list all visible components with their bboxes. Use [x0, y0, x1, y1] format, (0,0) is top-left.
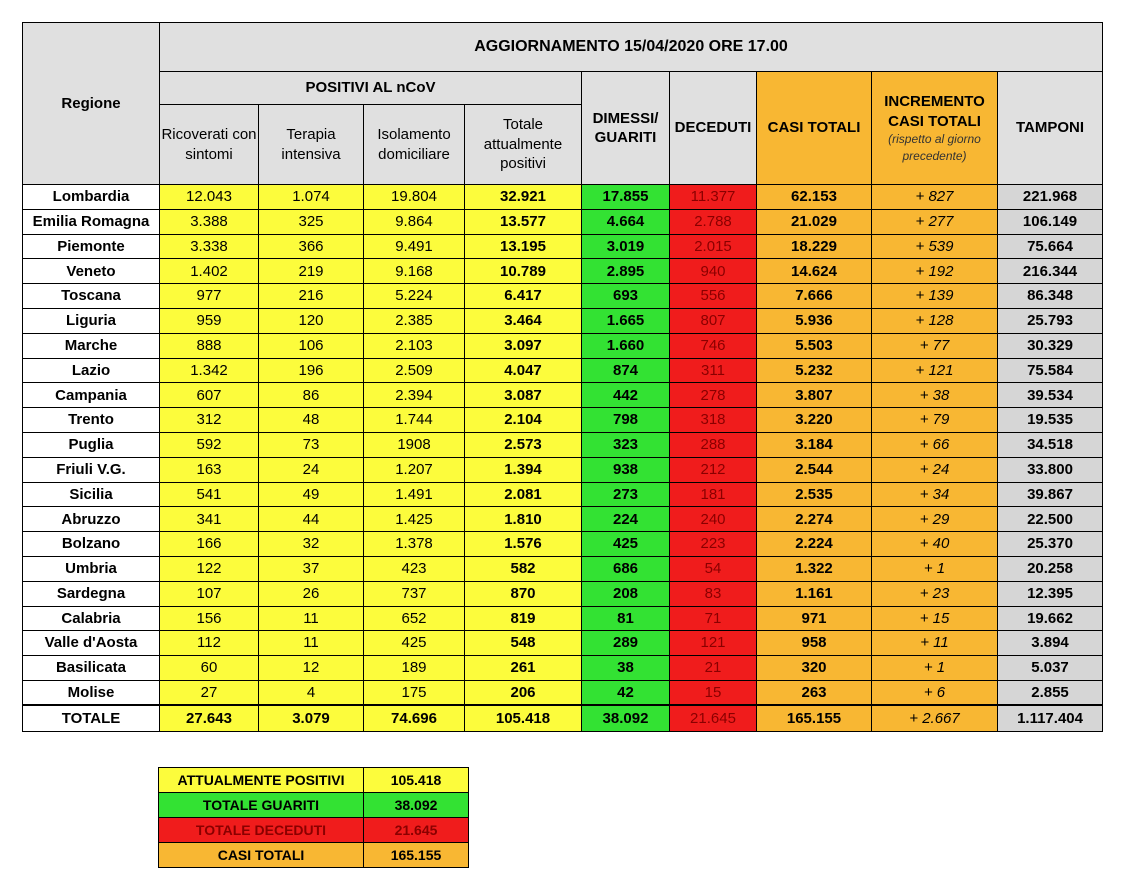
ricoverati-cell: 112 — [160, 631, 259, 656]
total-ricoverati-cell: 27.643 — [160, 705, 259, 731]
total-terapia-cell: 3.079 — [259, 705, 364, 731]
summary-label: TOTALE DECEDUTI — [159, 818, 364, 843]
incremento-cell: + 38 — [872, 383, 998, 408]
header-regione: Regione — [23, 23, 160, 185]
ricoverati-cell: 156 — [160, 606, 259, 631]
totale-positivi-cell: 1.810 — [465, 507, 582, 532]
table-row — [23, 507, 1103, 532]
totale-positivi-cell: 870 — [465, 581, 582, 606]
guariti-cell: 81 — [582, 606, 670, 631]
totale-positivi-cell: 206 — [465, 680, 582, 705]
casi-totali-cell: 2.544 — [757, 457, 872, 482]
guariti-cell: 224 — [582, 507, 670, 532]
guariti-cell: 938 — [582, 457, 670, 482]
isolamento-cell: 9.491 — [364, 234, 465, 259]
total-isolamento-cell: 74.696 — [364, 705, 465, 731]
tamponi-cell: 33.800 — [998, 457, 1103, 482]
ricoverati-cell: 541 — [160, 482, 259, 507]
casi-totali-cell: 3.220 — [757, 408, 872, 433]
deceduti-cell: 223 — [670, 532, 757, 557]
summary-value: 21.645 — [364, 818, 469, 843]
deceduti-cell: 83 — [670, 581, 757, 606]
totale-positivi-cell: 2.081 — [465, 482, 582, 507]
incremento-cell: + 11 — [872, 631, 998, 656]
casi-totali-cell: 958 — [757, 631, 872, 656]
casi-totali-cell: 5.232 — [757, 358, 872, 383]
casi-totali-cell: 263 — [757, 680, 872, 705]
tamponi-cell: 39.534 — [998, 383, 1103, 408]
header-ricoverati: Ricoverati con sintomi — [160, 105, 259, 185]
ricoverati-cell: 166 — [160, 532, 259, 557]
totale-positivi-cell: 1.576 — [465, 532, 582, 557]
casi-totali-cell: 7.666 — [757, 284, 872, 309]
regione-cell: Abruzzo — [23, 507, 160, 532]
totale-positivi-cell: 2.104 — [465, 408, 582, 433]
deceduti-cell: 940 — [670, 259, 757, 284]
casi-totali-cell: 2.274 — [757, 507, 872, 532]
terapia-cell: 11 — [259, 606, 364, 631]
totale-positivi-cell: 3.464 — [465, 308, 582, 333]
total-casi-totali-cell: 165.155 — [757, 705, 872, 731]
tamponi-cell: 34.518 — [998, 432, 1103, 457]
header-totale-positivi: Totale attualmente positivi — [465, 105, 582, 185]
terapia-cell: 86 — [259, 383, 364, 408]
tamponi-cell: 20.258 — [998, 556, 1103, 581]
terapia-cell: 216 — [259, 284, 364, 309]
isolamento-cell: 2.509 — [364, 358, 465, 383]
summary-label: CASI TOTALI — [159, 843, 364, 868]
tamponi-cell: 19.535 — [998, 408, 1103, 433]
regione-cell: Toscana — [23, 284, 160, 309]
header-incremento-label: INCREMENTO CASI TOTALI — [884, 93, 985, 130]
header-deceduti: DECEDUTI — [670, 72, 757, 185]
tamponi-cell: 30.329 — [998, 333, 1103, 358]
incremento-cell: + 139 — [872, 284, 998, 309]
deceduti-cell: 278 — [670, 383, 757, 408]
terapia-cell: 1.074 — [259, 185, 364, 210]
tamponi-cell: 216.344 — [998, 259, 1103, 284]
deceduti-cell: 181 — [670, 482, 757, 507]
isolamento-cell: 652 — [364, 606, 465, 631]
terapia-cell: 37 — [259, 556, 364, 581]
terapia-cell: 44 — [259, 507, 364, 532]
terapia-cell: 12 — [259, 656, 364, 681]
tamponi-cell: 3.894 — [998, 631, 1103, 656]
table-row — [23, 333, 1103, 358]
incremento-cell: + 15 — [872, 606, 998, 631]
ricoverati-cell: 3.388 — [160, 209, 259, 234]
incremento-cell: + 121 — [872, 358, 998, 383]
ricoverati-cell: 163 — [160, 457, 259, 482]
casi-totali-cell: 2.535 — [757, 482, 872, 507]
tamponi-cell: 39.867 — [998, 482, 1103, 507]
header-positivi: POSITIVI AL nCoV — [160, 72, 582, 105]
table-row — [23, 581, 1103, 606]
guariti-cell: 289 — [582, 631, 670, 656]
regione-cell: Bolzano — [23, 532, 160, 557]
deceduti-cell: 11.377 — [670, 185, 757, 210]
tamponi-cell: 106.149 — [998, 209, 1103, 234]
table-row — [23, 606, 1103, 631]
header-incremento — [872, 72, 998, 185]
deceduti-cell: 318 — [670, 408, 757, 433]
ricoverati-cell: 107 — [160, 581, 259, 606]
table-row — [23, 556, 1103, 581]
deceduti-cell: 288 — [670, 432, 757, 457]
isolamento-cell: 9.168 — [364, 259, 465, 284]
summary-value: 105.418 — [364, 768, 469, 793]
header-tamponi: TAMPONI — [998, 72, 1103, 185]
table-row — [23, 432, 1103, 457]
casi-totali-cell: 971 — [757, 606, 872, 631]
total-regione-cell: TOTALE — [23, 705, 160, 731]
tamponi-cell: 221.968 — [998, 185, 1103, 210]
terapia-cell: 196 — [259, 358, 364, 383]
regione-cell: Friuli V.G. — [23, 457, 160, 482]
incremento-cell: + 77 — [872, 333, 998, 358]
guariti-cell: 1.665 — [582, 308, 670, 333]
guariti-cell: 442 — [582, 383, 670, 408]
ricoverati-cell: 341 — [160, 507, 259, 532]
table-row — [23, 457, 1103, 482]
totale-positivi-cell: 13.195 — [465, 234, 582, 259]
deceduti-cell: 2.788 — [670, 209, 757, 234]
incremento-cell: + 66 — [872, 432, 998, 457]
casi-totali-cell: 3.184 — [757, 432, 872, 457]
total-deceduti-cell: 21.645 — [670, 705, 757, 731]
regione-cell: Lazio — [23, 358, 160, 383]
ricoverati-cell: 312 — [160, 408, 259, 433]
table-row — [23, 308, 1103, 333]
deceduti-cell: 54 — [670, 556, 757, 581]
guariti-cell: 425 — [582, 532, 670, 557]
isolamento-cell: 1908 — [364, 432, 465, 457]
ricoverati-cell: 12.043 — [160, 185, 259, 210]
deceduti-cell: 212 — [670, 457, 757, 482]
totale-positivi-cell: 3.097 — [465, 333, 582, 358]
incremento-cell: + 128 — [872, 308, 998, 333]
isolamento-cell: 2.385 — [364, 308, 465, 333]
casi-totali-cell: 62.153 — [757, 185, 872, 210]
casi-totali-cell: 21.029 — [757, 209, 872, 234]
totale-positivi-cell: 3.087 — [465, 383, 582, 408]
total-tamponi-cell: 1.117.404 — [998, 705, 1103, 731]
totale-positivi-cell: 13.577 — [465, 209, 582, 234]
table-row — [23, 680, 1103, 705]
terapia-cell: 106 — [259, 333, 364, 358]
summary-row-guariti — [159, 793, 469, 818]
table-row — [23, 656, 1103, 681]
regione-cell: Veneto — [23, 259, 160, 284]
table-row — [23, 408, 1103, 433]
deceduti-cell: 240 — [670, 507, 757, 532]
totale-positivi-cell: 548 — [465, 631, 582, 656]
deceduti-cell: 2.015 — [670, 234, 757, 259]
regione-cell: Campania — [23, 383, 160, 408]
terapia-cell: 73 — [259, 432, 364, 457]
deceduti-cell: 15 — [670, 680, 757, 705]
casi-totali-cell: 3.807 — [757, 383, 872, 408]
guariti-cell: 323 — [582, 432, 670, 457]
ricoverati-cell: 1.342 — [160, 358, 259, 383]
tamponi-cell: 2.855 — [998, 680, 1103, 705]
terapia-cell: 219 — [259, 259, 364, 284]
summary-row-casi — [159, 843, 469, 868]
regione-cell: Sicilia — [23, 482, 160, 507]
tamponi-cell: 12.395 — [998, 581, 1103, 606]
guariti-cell: 3.019 — [582, 234, 670, 259]
terapia-cell: 120 — [259, 308, 364, 333]
regione-cell: Liguria — [23, 308, 160, 333]
terapia-cell: 366 — [259, 234, 364, 259]
header-terapia: Terapia intensiva — [259, 105, 364, 185]
casi-totali-cell: 1.322 — [757, 556, 872, 581]
header-casi-totali: CASI TOTALI — [757, 72, 872, 185]
incremento-cell: + 6 — [872, 680, 998, 705]
tamponi-cell: 86.348 — [998, 284, 1103, 309]
incremento-cell: + 539 — [872, 234, 998, 259]
tamponi-cell: 22.500 — [998, 507, 1103, 532]
regione-cell: Molise — [23, 680, 160, 705]
incremento-cell: + 1 — [872, 556, 998, 581]
terapia-cell: 24 — [259, 457, 364, 482]
table-row — [23, 209, 1103, 234]
summary-row-deceduti — [159, 818, 469, 843]
incremento-cell: + 827 — [872, 185, 998, 210]
casi-totali-cell: 2.224 — [757, 532, 872, 557]
incremento-cell: + 29 — [872, 507, 998, 532]
isolamento-cell: 1.425 — [364, 507, 465, 532]
total-guariti-cell: 38.092 — [582, 705, 670, 731]
casi-totali-cell: 14.624 — [757, 259, 872, 284]
guariti-cell: 874 — [582, 358, 670, 383]
guariti-cell: 17.855 — [582, 185, 670, 210]
summary-label: ATTUALMENTE POSITIVI — [159, 768, 364, 793]
totale-positivi-cell: 32.921 — [465, 185, 582, 210]
total-row — [23, 705, 1103, 731]
incremento-cell: + 1 — [872, 656, 998, 681]
casi-totali-cell: 1.161 — [757, 581, 872, 606]
total-incremento-cell: + 2.667 — [872, 705, 998, 731]
tamponi-cell: 75.664 — [998, 234, 1103, 259]
tamponi-cell: 5.037 — [998, 656, 1103, 681]
summary-label: TOTALE GUARITI — [159, 793, 364, 818]
table-row — [23, 482, 1103, 507]
guariti-cell: 4.664 — [582, 209, 670, 234]
casi-totali-cell: 18.229 — [757, 234, 872, 259]
incremento-cell: + 277 — [872, 209, 998, 234]
header-isolamento: Isolamento domiciliare — [364, 105, 465, 185]
guariti-cell: 2.895 — [582, 259, 670, 284]
table-row — [23, 284, 1103, 309]
isolamento-cell: 423 — [364, 556, 465, 581]
table-row — [23, 185, 1103, 210]
ricoverati-cell: 977 — [160, 284, 259, 309]
guariti-cell: 693 — [582, 284, 670, 309]
regione-cell: Valle d'Aosta — [23, 631, 160, 656]
terapia-cell: 49 — [259, 482, 364, 507]
incremento-cell: + 23 — [872, 581, 998, 606]
guariti-cell: 38 — [582, 656, 670, 681]
terapia-cell: 32 — [259, 532, 364, 557]
table-row — [23, 631, 1103, 656]
isolamento-cell: 19.804 — [364, 185, 465, 210]
isolamento-cell: 1.491 — [364, 482, 465, 507]
deceduti-cell: 21 — [670, 656, 757, 681]
isolamento-cell: 1.744 — [364, 408, 465, 433]
deceduti-cell: 746 — [670, 333, 757, 358]
ricoverati-cell: 122 — [160, 556, 259, 581]
casi-totali-cell: 320 — [757, 656, 872, 681]
guariti-cell: 42 — [582, 680, 670, 705]
deceduti-cell: 71 — [670, 606, 757, 631]
totale-positivi-cell: 582 — [465, 556, 582, 581]
guariti-cell: 1.660 — [582, 333, 670, 358]
ricoverati-cell: 959 — [160, 308, 259, 333]
header-dimessi: DIMESSI/ GUARITI — [582, 72, 670, 185]
isolamento-cell: 1.378 — [364, 532, 465, 557]
ricoverati-cell: 592 — [160, 432, 259, 457]
ricoverati-cell: 607 — [160, 383, 259, 408]
regione-cell: Emilia Romagna — [23, 209, 160, 234]
table-row — [23, 234, 1103, 259]
isolamento-cell: 737 — [364, 581, 465, 606]
terapia-cell: 325 — [259, 209, 364, 234]
deceduti-cell: 121 — [670, 631, 757, 656]
header-incremento-sub: (rispetto al giorno precedente) — [888, 132, 981, 163]
ricoverati-cell: 3.338 — [160, 234, 259, 259]
regione-cell: Calabria — [23, 606, 160, 631]
table-row — [23, 259, 1103, 284]
ricoverati-cell: 60 — [160, 656, 259, 681]
tamponi-cell: 25.793 — [998, 308, 1103, 333]
summary-table — [158, 767, 469, 868]
summary-value: 38.092 — [364, 793, 469, 818]
isolamento-cell: 2.103 — [364, 333, 465, 358]
total-totale-positivi-cell: 105.418 — [465, 705, 582, 731]
summary-value: 165.155 — [364, 843, 469, 868]
incremento-cell: + 192 — [872, 259, 998, 284]
terapia-cell: 26 — [259, 581, 364, 606]
terapia-cell: 48 — [259, 408, 364, 433]
ricoverati-cell: 888 — [160, 333, 259, 358]
totale-positivi-cell: 1.394 — [465, 457, 582, 482]
regione-cell: Trento — [23, 408, 160, 433]
table-row — [23, 532, 1103, 557]
regione-cell: Piemonte — [23, 234, 160, 259]
table-row — [23, 358, 1103, 383]
isolamento-cell: 425 — [364, 631, 465, 656]
terapia-cell: 11 — [259, 631, 364, 656]
totale-positivi-cell: 10.789 — [465, 259, 582, 284]
isolamento-cell: 2.394 — [364, 383, 465, 408]
deceduti-cell: 311 — [670, 358, 757, 383]
guariti-cell: 798 — [582, 408, 670, 433]
regione-cell: Puglia — [23, 432, 160, 457]
deceduti-cell: 807 — [670, 308, 757, 333]
ricoverati-cell: 27 — [160, 680, 259, 705]
totale-positivi-cell: 819 — [465, 606, 582, 631]
incremento-cell: + 24 — [872, 457, 998, 482]
terapia-cell: 4 — [259, 680, 364, 705]
guariti-cell: 686 — [582, 556, 670, 581]
totale-positivi-cell: 261 — [465, 656, 582, 681]
tamponi-cell: 25.370 — [998, 532, 1103, 557]
regione-cell: Marche — [23, 333, 160, 358]
regione-cell: Sardegna — [23, 581, 160, 606]
totale-positivi-cell: 2.573 — [465, 432, 582, 457]
ricoverati-cell: 1.402 — [160, 259, 259, 284]
regione-cell: Basilicata — [23, 656, 160, 681]
regione-cell: Umbria — [23, 556, 160, 581]
totale-positivi-cell: 4.047 — [465, 358, 582, 383]
summary-row-positivi — [159, 768, 469, 793]
deceduti-cell: 556 — [670, 284, 757, 309]
incremento-cell: + 34 — [872, 482, 998, 507]
covid-regional-table — [22, 22, 1103, 732]
isolamento-cell: 5.224 — [364, 284, 465, 309]
casi-totali-cell: 5.503 — [757, 333, 872, 358]
tamponi-cell: 19.662 — [998, 606, 1103, 631]
guariti-cell: 273 — [582, 482, 670, 507]
table-row — [23, 383, 1103, 408]
regione-cell: Lombardia — [23, 185, 160, 210]
page-title: AGGIORNAMENTO 15/04/2020 ORE 17.00 — [160, 23, 1103, 72]
casi-totali-cell: 5.936 — [757, 308, 872, 333]
isolamento-cell: 1.207 — [364, 457, 465, 482]
isolamento-cell: 175 — [364, 680, 465, 705]
incremento-cell: + 79 — [872, 408, 998, 433]
table-body — [23, 185, 1103, 732]
guariti-cell: 208 — [582, 581, 670, 606]
totale-positivi-cell: 6.417 — [465, 284, 582, 309]
tamponi-cell: 75.584 — [998, 358, 1103, 383]
isolamento-cell: 9.864 — [364, 209, 465, 234]
isolamento-cell: 189 — [364, 656, 465, 681]
incremento-cell: + 40 — [872, 532, 998, 557]
